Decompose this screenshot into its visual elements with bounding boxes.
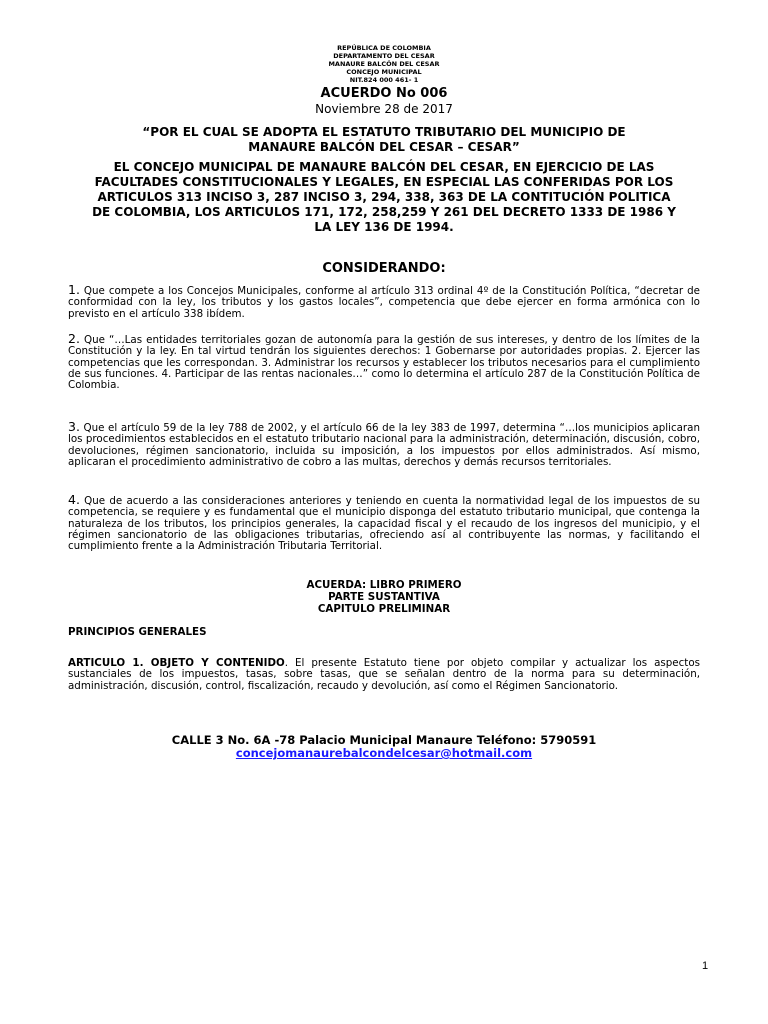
item-text: Que compete a los Concejos Municipales, conforme al artículo 313 ordinal 4º de la Constitución Política, “decretar de conformidad con la ley, los tributos y los gastos locales”, competencia que debe ejercer en forma armónica con lo previsto en el artículo 338 ibídem. <box>68 285 700 320</box>
page-number: 1 <box>702 960 709 972</box>
item-text: Que de acuerdo a las consideraciones anteriores y teniendo en cuenta la normatividad legal de los impuestos de su competencia, se requiere y es fundamental que el municipio disponga del estatuto tributario municipal, que contenga la naturaleza de los tributos, los principios generales, la capacidad fiscal y el recaudo de los ingresos del municipio, y el régimen sancionatorio de las obligaciones tributarias, ofreciendo así al contribuyente las normas, y facilitando el cumplimiento frente a la Administración Tributaria Territorial. <box>68 495 700 553</box>
article-1-text: . El presente Estatuto tiene por objeto compilar y actualizar los aspectos sustanciales de los impuestos, tasas, sobre tasas, que se señalan dentro de la norma para su determinación, administración, discusión, control, fiscalización, recaudo y devolución, así como el Régimen Sancionatorio. <box>68 657 700 692</box>
agreement-title-line: MANAURE BALCÓN DEL CESAR – CESAR” <box>248 140 520 154</box>
item-text: Que el artículo 59 de la ley 788 de 2002, y el artículo 66 de la ley 383 de 1997, determina “…los municipios aplicaran los procedimientos establecidos en el estatuto tributario nacional para la administración, determinación, discusión, cobro, devoluciones, régimen sancionatorio, incluida su imposición, a los impuestos por ellos administrados. Así mismo, aplicaran el procedimiento administrativo de cobro a las multas, derechos y demás recursos territoriales. <box>68 422 700 468</box>
considerando-item-2 <box>68 333 700 391</box>
footer-address: CALLE 3 No. 6A -78 Palacio Municipal Manaure Teléfono: 5790591 <box>171 733 597 747</box>
letterhead-nit: NIT.824 000 461- 1 <box>349 76 419 84</box>
agreement-title <box>70 125 698 155</box>
letterhead-council: CONCEJO MUNICIPAL <box>346 68 422 76</box>
letterhead-country: REPÚBLICA DE COLOMBIA <box>337 44 431 52</box>
preamble-line: FACULTADES CONSTITUCIONALES Y LEGALES, EN ESPECIAL LAS CONFERIDAS POR LOS <box>94 175 674 189</box>
item-number: 3. <box>68 419 80 434</box>
considerando-item-1 <box>68 284 700 320</box>
article-1 <box>68 658 700 692</box>
agreement-title-line: “POR EL CUAL SE ADOPTA EL ESTATUTO TRIBUTARIO DEL MUNICIPIO DE <box>142 125 626 139</box>
letterhead-municipality: MANAURE BALCÓN DEL CESAR <box>328 60 440 68</box>
section-heading: PRINCIPIOS GENERALES <box>68 626 207 638</box>
article-1-title: ARTICULO 1. OBJETO Y CONTENIDO <box>68 657 285 669</box>
letterhead-department: DEPARTAMENTO DEL CESAR <box>333 52 435 60</box>
considerando-item-4 <box>68 494 700 552</box>
footer-email-container <box>0 746 768 760</box>
agreement-date: Noviembre 28 de 2017 <box>315 102 453 116</box>
preamble <box>56 160 712 235</box>
chapter-heading: CAPITULO PRELIMINAR <box>317 603 451 615</box>
agreement-number: ACUERDO No 006 <box>320 86 448 101</box>
item-number: 2. <box>68 331 80 346</box>
part-heading: PARTE SUSTANTIVA <box>328 591 440 603</box>
footer-email-link[interactable]: concejomanaurebalcondelcesar@hotmail.com <box>235 746 533 760</box>
letterhead <box>0 44 768 84</box>
resolution-headings <box>0 579 768 615</box>
item-number: 1. <box>68 282 80 297</box>
item-text: Que “…Las entidades territoriales gozan de autonomía para la gestión de sus intereses, y dentro de los límites de la Constitución y la ley. En tal virtud tendrán los siguientes derechos: 1 Gobernarse por autoridades propias. 2. Ejercer las competencias que les correspondan. 3. Administrar los recursos y establecer los tributos necesarios para el cumplimiento de sus funciones. 4. Participar de las rentas nacionales…” como lo determina el artículo 287 de la Constitución Política de Colombia. <box>68 334 700 392</box>
item-number: 4. <box>68 492 80 507</box>
book-heading: ACUERDA: LIBRO PRIMERO <box>306 579 462 591</box>
considerando-item-3 <box>68 421 700 468</box>
considerando-heading: CONSIDERANDO: <box>322 261 446 276</box>
preamble-line: DE COLOMBIA, LOS ARTICULOS 171, 172, 258,259 Y 261 DEL DECRETO 1333 DE 1986 Y <box>92 205 676 219</box>
preamble-line: ARTICULOS 313 INCISO 3, 287 INCISO 3, 294, 338, 363 DE LA CONTITUCIÓN POLITICA <box>97 190 671 204</box>
preamble-line: LA LEY 136 DE 1994. <box>314 220 454 234</box>
preamble-line: EL CONCEJO MUNICIPAL DE MANAURE BALCÓN DEL CESAR, EN EJERCICIO DE LAS <box>113 160 655 174</box>
